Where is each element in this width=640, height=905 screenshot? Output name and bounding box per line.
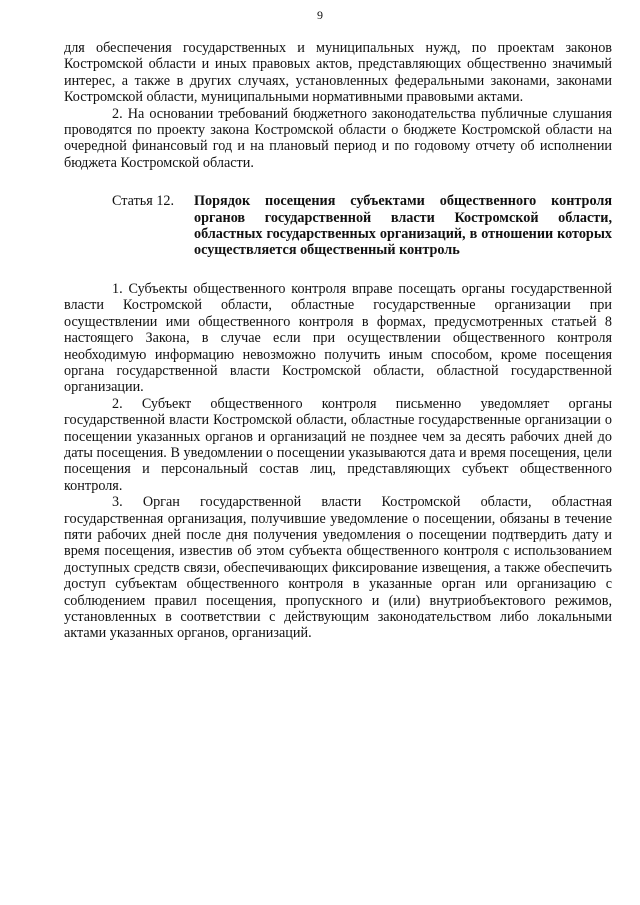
article-paragraph-3: 3. Орган государственной власти Костромской области, областная государственная организация, получившие уведомление о посещении, обязаны в течение пяти рабочих дней после дня получения уведомления о посещении подтвердить дату и время посещения, известив об этом субъекта общественного контроля с использованием доступных средств связи, обеспечивающих фиксирование извещения, а также обеспечить доступ субъектам общественного контроля в указанные орган или организацию с соблюдением правил посещения, пропускного и (или) внутриобъектового режимов, установленных в соответствии с действующим законодательством либо локальными актами указанных органов, организаций. xyxy=(64,494,612,642)
article-paragraph-2: 2. Субъект общественного контроля письменно уведомляет органы государственной власти Костромской области, областные государственные организации о посещении указанных органов и организаций не позднее чем за десять рабочих дней до даты посещения. В уведомлении о посещении указываются дата и время посещения, цели посещения и персональный состав лиц, представляющих субъект общественного контроля. xyxy=(64,395,612,494)
article-heading xyxy=(64,193,612,259)
article-number: Статья 12. xyxy=(112,193,175,210)
paragraph-continuation: для обеспечения государственных и муниципальных нужд, по проектам законов Костромской области и иных правовых актов, представляющих общественно значимый интерес, а также в других случаях, установленных федеральными законами, законами Костромской области, муниципальными нормативными правовыми актами. xyxy=(64,40,612,106)
article-paragraph-1: 1. Субъекты общественного контроля вправе посещать органы государственной власти Костромской области, областные государственные организации при осуществлении ими общественного контроля в формах, предусмотренных статьей 8 настоящего Закона, в случае если при осуществлении общественного контроля необходимую информацию невозможно получить иным способом, кроме посещения органа государственной власти Костромской области, областной государственной организации. xyxy=(64,280,612,396)
document-body xyxy=(64,40,612,642)
article-title: Порядок посещения субъектами общественного контроля органов государственной власти Костромской области, областных государственных организаций, в отношении которых осуществляется общественный контроль xyxy=(194,193,612,259)
page-number: 9 xyxy=(317,8,323,22)
paragraph-2: 2. На основании требований бюджетного законодательства публичные слушания проводятся по проекту закона Костромской области о бюджете Костромской области на очередной финансовый год и на плановый период и по годовому отчету об исполнении бюджета Костромской области. xyxy=(64,105,612,171)
